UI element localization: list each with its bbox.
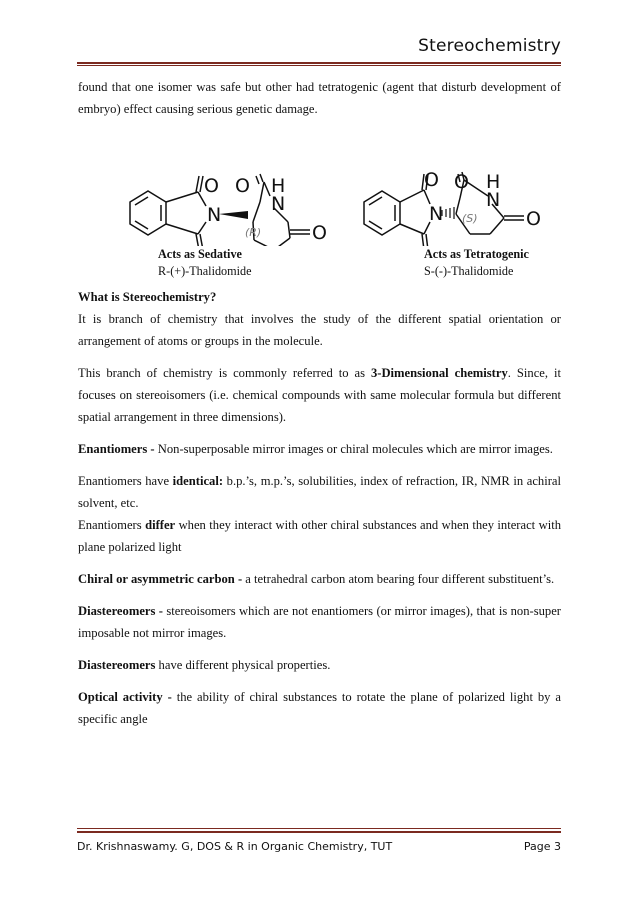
hash-bond (442, 207, 454, 219)
header-title: Stereochemistry (418, 36, 561, 56)
atom-o-top-s: O (424, 169, 439, 191)
optical-activity-paragraph: Optical activity - the ability of chiral substances to rotate the plane of polarized light by a specific angle (78, 690, 561, 726)
branch-paragraph: This branch of chemistry is commonly referred to as 3-Dimensional chemistry. Since, it focuses on stereoisomers (i.e. chemical compounds with same molecular formula but different spatial arrangement in three dimensions). (78, 366, 561, 424)
term-optical-activity: Optical activity - (78, 690, 172, 704)
atom-n-imide: N (207, 204, 222, 226)
caption-left-name: R-(+)-Thalidomide (158, 264, 252, 278)
footer-rule-thin (77, 828, 561, 829)
caption-right-name: S-(-)-Thalidomide (424, 264, 514, 278)
figure-captions (78, 246, 561, 286)
caption-left (158, 246, 252, 280)
atom-h: H (271, 175, 286, 197)
header-rule-thin (77, 65, 561, 66)
term-differ: differ (145, 518, 176, 532)
atom-o-right-s: O (526, 208, 541, 230)
term-identical: identical: (172, 474, 224, 488)
atom-n-ring: N (271, 193, 286, 215)
atom-o-ring: O (235, 175, 250, 197)
term-3d-chemistry: 3-Dimensional chemistry (370, 366, 508, 380)
section-heading: What is Stereochemistry? (78, 290, 217, 304)
intro-paragraph: found that one isomer was safe but other had tetratogenic (agent that disturb development of embryo) effect causing serious genetic damage. (78, 80, 561, 116)
atom-o-top: O (204, 175, 219, 197)
atom-n-imide-s: N (429, 203, 444, 225)
footer-author: Dr. Krishnaswamy. G, DOS & R in Organic Chemistry, TUT (77, 840, 393, 853)
atom-n-ring-s: N (486, 189, 501, 211)
thalidomide-figure (78, 122, 561, 246)
page-content (78, 76, 561, 730)
term-chiral-carbon: Chiral or asymmetric carbon - (78, 572, 243, 586)
atom-h-s: H (486, 171, 501, 193)
atom-o-ring-s: O (454, 171, 469, 193)
term-enantiomers: Enantiomers - (78, 442, 155, 456)
atom-o-right: O (312, 222, 327, 244)
config-label-r: (R) (245, 226, 262, 239)
page-number: Page 3 (523, 840, 561, 853)
caption-right (424, 246, 529, 280)
term-diastereomers: Diastereomers - (78, 604, 163, 618)
footer-rule (77, 831, 561, 833)
definition-paragraph: It is branch of chemistry that involves the study of the different spatial orientation or arrangement of atoms or groups in the molecule. (78, 312, 561, 348)
caption-right-title: Acts as Tetratogenic (424, 247, 529, 261)
chiral-paragraph: Chiral or asymmetric carbon - a tetrahedral carbon atom bearing four different substituent’s. (78, 572, 555, 586)
identical-paragraph: Enantiomers have identical: b.p.’s, m.p.’s, solubilities, index of refraction, IR, NMR in achiral solvent, etc. (78, 474, 561, 510)
config-label-s: (S) (462, 212, 478, 225)
diastereomers-paragraph: Diastereomers - stereoisomers which are not enantiomers (or mirror images), that is non-super imposable not mirror images. (78, 604, 561, 640)
diastereomers-properties-paragraph: Diastereomers have different physical properties. (78, 658, 331, 672)
thalidomide-structures (78, 122, 561, 246)
differ-paragraph: Enantiomers differ when they interact with other chiral substances and when they interact with plane polarized light (78, 518, 561, 554)
header-rule (77, 62, 561, 64)
term-diastereomers-2: Diastereomers (78, 658, 156, 672)
wedge-bond (219, 211, 248, 219)
enantiomers-paragraph: Enantiomers - Non-superposable mirror images or chiral molecules which are mirror images. (78, 442, 553, 456)
caption-left-title: Acts as Sedative (158, 247, 242, 261)
